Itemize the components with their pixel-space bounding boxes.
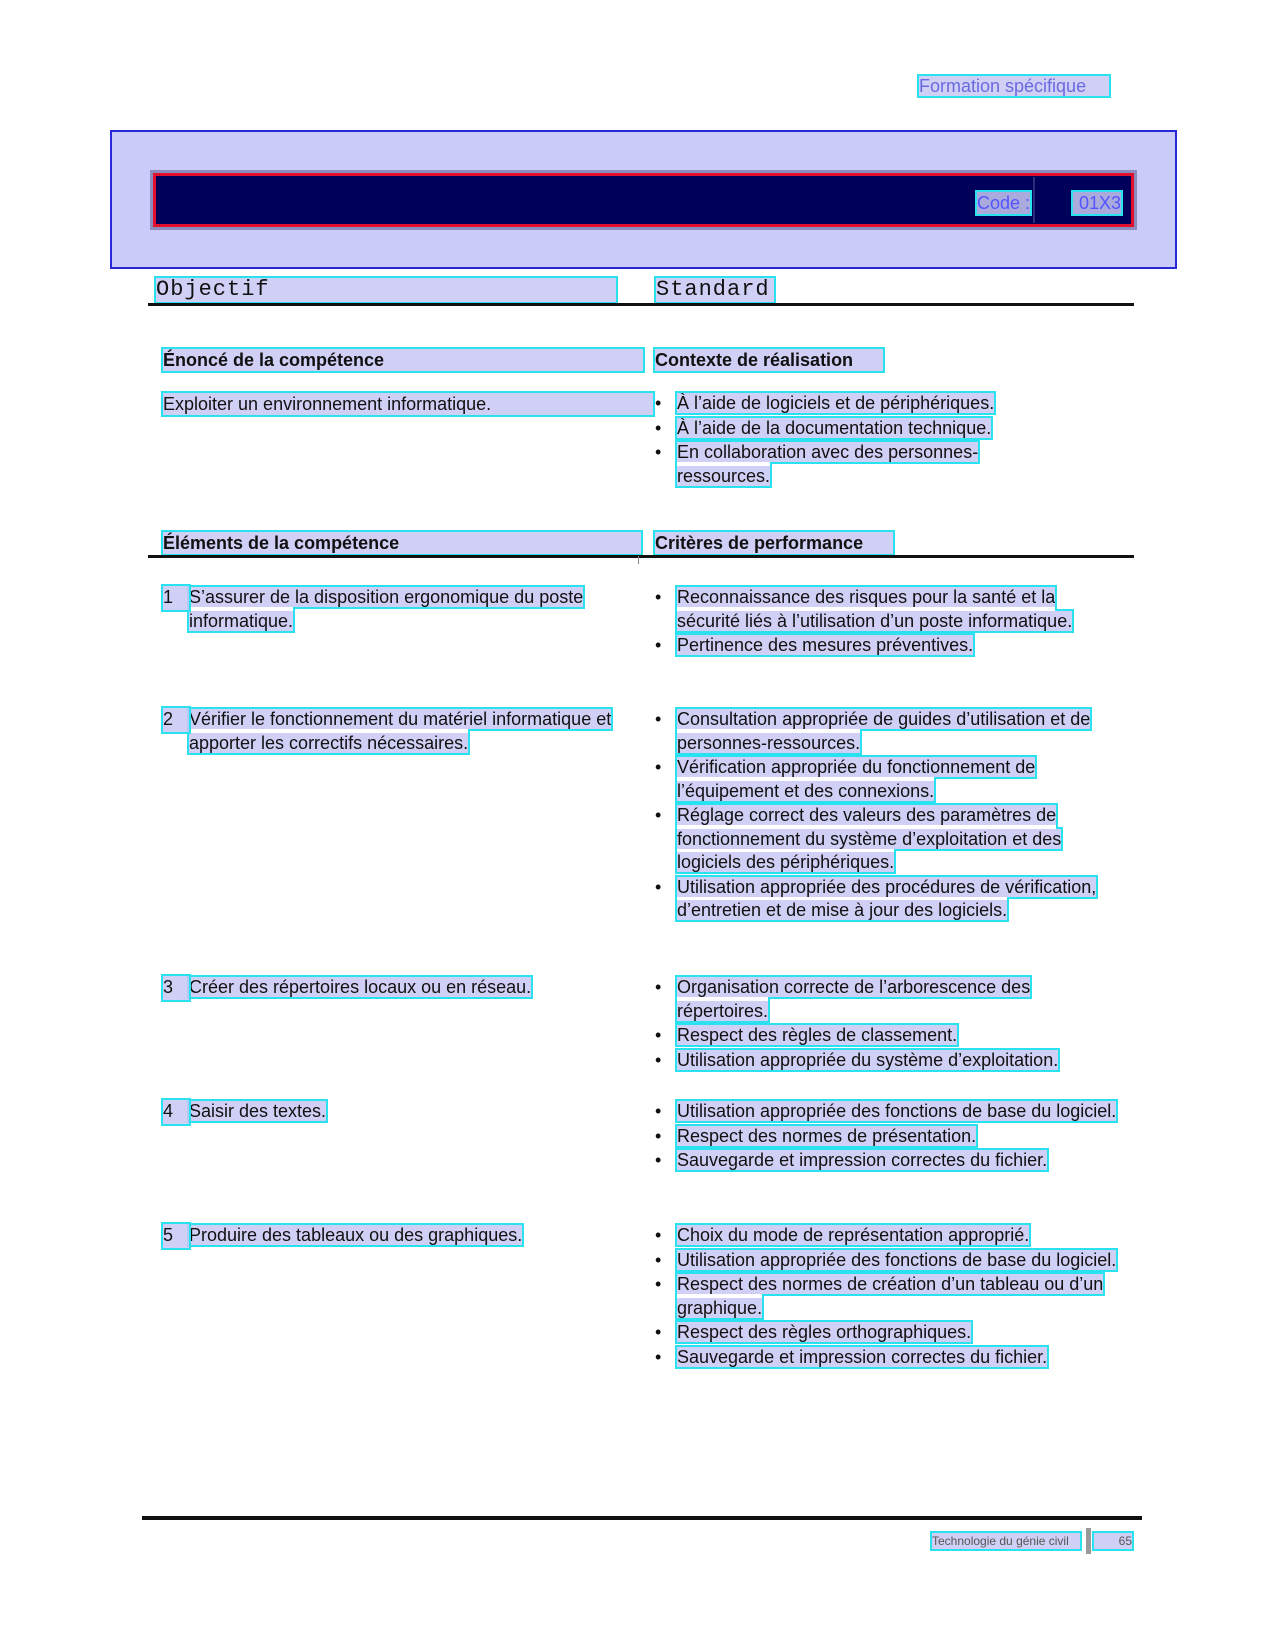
list-item: • À l’aide de logiciels et de périphériques. (655, 392, 1047, 416)
bullet-icon: • (655, 393, 662, 413)
code-panel (110, 130, 1177, 269)
page-number: 65 (1094, 1533, 1132, 1549)
element-text: S’assurer de la disposition ergonomique du poste informatique. (189, 587, 584, 631)
bullet-icon: • (655, 635, 662, 655)
element-item (163, 708, 653, 755)
element-number: 4 (163, 1100, 189, 1124)
list-item: • En collaboration avec des personnes-ressources. (655, 442, 979, 486)
code-separator (1033, 177, 1035, 223)
criteria-list (655, 708, 1117, 924)
list-item: • Respect des règles de classement. (655, 1024, 1117, 1048)
footer-rule (142, 1516, 1142, 1520)
bullet-icon: • (655, 1346, 662, 1367)
bullet-icon: • (655, 805, 662, 825)
bullet-icon: • (655, 876, 662, 897)
footer-separator (1086, 1528, 1091, 1554)
running-header: Formation spécifique (919, 76, 1109, 96)
element-number: 5 (163, 1224, 189, 1248)
element-text: Saisir des textes. (189, 1101, 327, 1121)
bullet-icon: • (655, 1274, 662, 1294)
bullet-icon: • (655, 1025, 662, 1045)
element-item (163, 1100, 653, 1124)
element-number: 2 (163, 708, 189, 732)
criteres-heading: Critères de performance (655, 532, 893, 554)
bullet-icon: • (655, 417, 662, 438)
element-item (163, 1224, 653, 1248)
code-value: 01X3 (1073, 192, 1121, 214)
enonce-heading: Énoncé de la compétence (163, 349, 643, 371)
list-item: • Respect des normes de création d’un tableau ou d’un graphique. (655, 1274, 1104, 1318)
list-item: • Utilisation appropriée des fonctions de base du logiciel. (655, 1249, 1117, 1273)
bullet-icon: • (655, 442, 662, 462)
list-item: • Choix du mode de représentation approprié. (655, 1224, 1117, 1248)
header-rule (148, 303, 1134, 306)
bullet-icon: • (655, 1150, 662, 1170)
element-text: Vérifier le fonctionnement du matériel informatique et apporter les correctifs nécessaires. (189, 709, 612, 753)
bullet-icon: • (655, 1049, 662, 1070)
list-item: • Utilisation appropriée du système d’exploitation. (655, 1049, 1117, 1073)
list-item: • Vérification appropriée du fonctionnement de l’équipement et des connexions. (655, 757, 1036, 801)
list-item: • Respect des normes de présentation. (655, 1125, 1117, 1149)
element-number: 3 (163, 976, 189, 1000)
elements-heading: Éléments de la compétence (163, 532, 641, 554)
list-item: • Respect des règles orthographiques. (655, 1321, 1117, 1345)
element-item (163, 586, 653, 633)
criteria-list (655, 586, 1117, 659)
bullet-icon: • (655, 757, 662, 777)
list-item: • Utilisation appropriée des procédures de vérification, d’entretien et de mise à jour des logiciels. (655, 876, 1097, 920)
bullet-icon: • (655, 977, 662, 997)
section-rule (148, 555, 1134, 558)
context-list (655, 392, 1047, 489)
criteria-list (655, 976, 1117, 1073)
objectif-column-label: Objectif (156, 278, 616, 302)
footer-program: Technologie du génie civil (932, 1533, 1080, 1549)
competency-title-bar (150, 170, 1137, 230)
list-item: • Sauvegarde et impression correctes du fichier. (655, 1346, 1117, 1370)
criteria-list (655, 1224, 1117, 1370)
element-text: Produire des tableaux ou des graphiques. (189, 1225, 523, 1245)
list-item: • Consultation appropriée de guides d’utilisation et de personnes-ressources. (655, 709, 1091, 753)
contexte-heading: Contexte de réalisation (655, 349, 883, 371)
element-number: 1 (163, 586, 189, 610)
column-divider (638, 556, 639, 564)
criteria-list (655, 1100, 1117, 1174)
element-text: Créer des répertoires locaux ou en réseau. (189, 977, 532, 997)
list-item: • Sauvegarde et impression correctes du fichier. (655, 1149, 1117, 1173)
list-item: • À l’aide de la documentation technique. (655, 417, 1047, 441)
list-item: • Organisation correcte de l’arborescence des répertoires. (655, 977, 1031, 1021)
list-item: • Utilisation appropriée des fonctions de base du logiciel. (655, 1100, 1117, 1124)
list-item: • Reconnaissance des risques pour la santé et la sécurité liés à l’utilisation d’un poste informatique. (655, 587, 1073, 631)
bullet-icon: • (655, 1225, 662, 1245)
bullet-icon: • (655, 1322, 662, 1342)
standard-column-label: Standard (656, 278, 774, 302)
bullet-icon: • (655, 1125, 662, 1146)
list-item: • Pertinence des mesures préventives. (655, 634, 1117, 658)
bullet-icon: • (655, 709, 662, 729)
code-label: Code : (977, 193, 1031, 213)
bullet-icon: • (655, 587, 662, 607)
bullet-icon: • (655, 1249, 662, 1270)
competence-statement: Exploiter un environnement informatique. (163, 393, 653, 415)
bullet-icon: • (655, 1101, 662, 1121)
list-item: • Réglage correct des valeurs des paramètres de fonctionnement du système d’exploitation et des logiciels des périphériques. (655, 805, 1062, 872)
element-item (163, 976, 653, 1000)
